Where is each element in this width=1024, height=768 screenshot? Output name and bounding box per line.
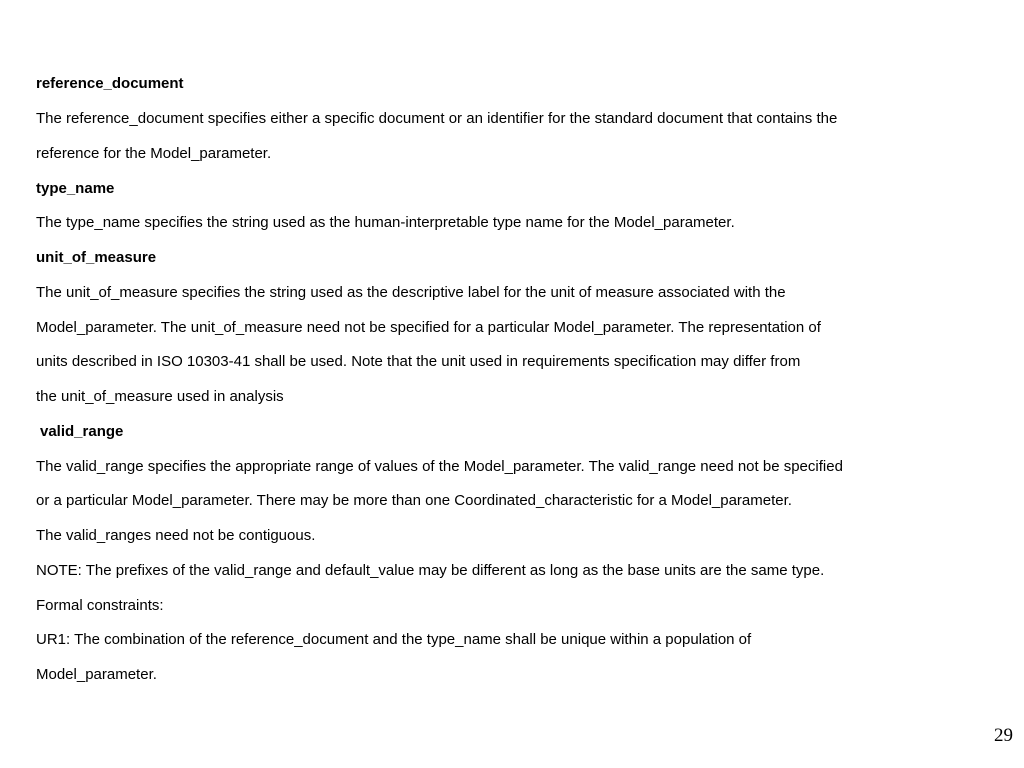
valid-range-description-line-2: or a particular Model_parameter. There may be more than one Coordinated_characteristic for a Model_parameter. — [36, 492, 792, 509]
formal-constraints-heading: Formal constraints: — [36, 597, 164, 614]
unit-of-measure-description-line-2: Model_parameter. The unit_of_measure need not be specified for a particular Model_parameter. The representation of — [36, 319, 821, 336]
unit-of-measure-description-line-4: the unit_of_measure used in analysis — [36, 388, 284, 405]
note-line: NOTE: The prefixes of the valid_range and default_value may be different as long as the base units are the same type. — [36, 562, 825, 579]
unit-of-measure-description-line-3: units described in ISO 10303-41 shall be used. Note that the unit used in requirements specification may differ from — [36, 353, 801, 370]
heading-valid-range: valid_range — [40, 423, 124, 440]
heading-unit-of-measure: unit_of_measure — [36, 249, 157, 266]
heading-type-name: type_name — [36, 180, 115, 197]
page-number: 29 — [994, 725, 1013, 746]
constraint-ur1-line-1: UR1: The combination of the reference_document and the type_name shall be unique within a population of — [36, 631, 752, 648]
constraint-ur1-line-2: Model_parameter. — [36, 666, 157, 683]
valid-range-description-line-3: The valid_ranges need not be contiguous. — [36, 527, 316, 544]
valid-range-description-line-1: The valid_range specifies the appropriate range of values of the Model_parameter. The valid_range need not be specified — [36, 458, 843, 475]
heading-reference-document: reference_document — [36, 75, 184, 92]
unit-of-measure-description-line-1: The unit_of_measure specifies the string used as the descriptive label for the unit of measure associated with the — [36, 284, 786, 301]
reference-document-description-line-2: reference for the Model_parameter. — [36, 145, 272, 162]
reference-document-description-line-1: The reference_document specifies either a specific document or an identifier for the standard document that contains the — [36, 110, 838, 127]
type-name-description: The type_name specifies the string used as the human-interpretable type name for the Model_parameter. — [36, 214, 735, 231]
